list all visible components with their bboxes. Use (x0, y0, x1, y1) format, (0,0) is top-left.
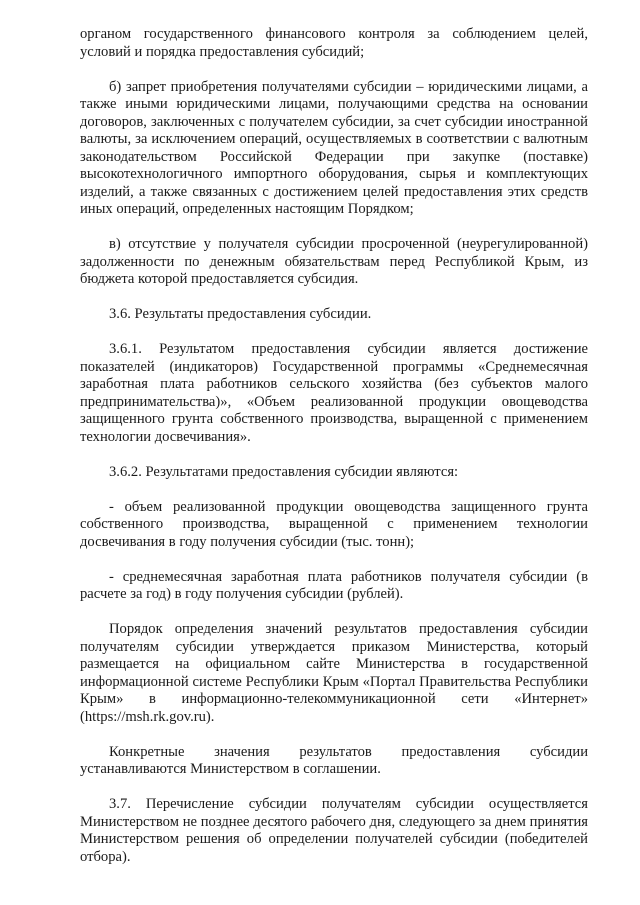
paragraph-3-7: 3.7. Перечисление субсидии получателям субсидии осуществляется Министерством не позднее десятого рабочего дня, следующего за днем принятия Министерством решения об определении получателей субсидии (победителей отбора). (80, 796, 588, 865)
paragraph-item-b: б) запрет приобретения получателями субсидии – юридическими лицами, а также иными юридическими лицами, получающими средства на основании договоров, заключенных с получателем субсидии, за счет субсидии иностранной валюты, за исключением операций, осуществляемых в соответствии с валютным законодательством Российской Федерации при закупке (поставке) высокотехнологичного импортного оборудования, сырья и комплектующих изделий, а также связанных с достижением целей предоставления этих средств иных операций, определенных настоящим Порядком; (80, 78, 588, 217)
paragraph-3-6-1: 3.6.1. Результатом предоставления субсидии является достижение показателей (индикаторов) Государственной программы «Среднемесячная заработная плата работников сельского хозяйства (без субъектов малого предпринимательства)», «Объем реализованной продукции овощеводства защищенного грунта собственного производства, выращенной с применением технологии досвечивания». (80, 341, 588, 445)
list-item-volume: - объем реализованной продукции овощеводства защищенного грунта собственного производства, выращенной с применением технологии досвечивания в году получения субсидии (тыс. тонн); (80, 498, 588, 550)
paragraph-item-v: в) отсутствие у получателя субсидии просроченной (неурегулированной) задолженности по денежным обязательствам перед Республикой Крым, из бюджета которой предоставляется субсидия. (80, 236, 588, 287)
document-page (80, 26, 588, 866)
section-heading-3-6: 3.6. Результаты предоставления субсидии. (109, 306, 372, 322)
paragraph-procedure: Порядок определения значений результатов предоставления субсидии получателям субсидии утверждается приказом Министерства, который размещается на официальном сайте Министерства в государственной информационной системе Республики Крым «Портал Правительства Республики Крым» в информационно-телекоммуникационной сети «Интернет» (https://msh.rk.gov.ru). (80, 621, 588, 725)
paragraph-3-6-2: 3.6.2. Результатами предоставления субсидии являются: (109, 463, 459, 480)
paragraph-continuation: органом государственного финансового контроля за соблюдением целей, условий и порядка предоставления субсидий; (80, 26, 588, 60)
list-item-salary: - среднемесячная заработная плата работников получателя субсидии (в расчете за год) в году получения субсидии (рублей). (80, 568, 588, 602)
paragraph-specific-values: Конкретные значения результатов предоставления субсидии устанавливаются Министерством в соглашении. (80, 743, 588, 777)
